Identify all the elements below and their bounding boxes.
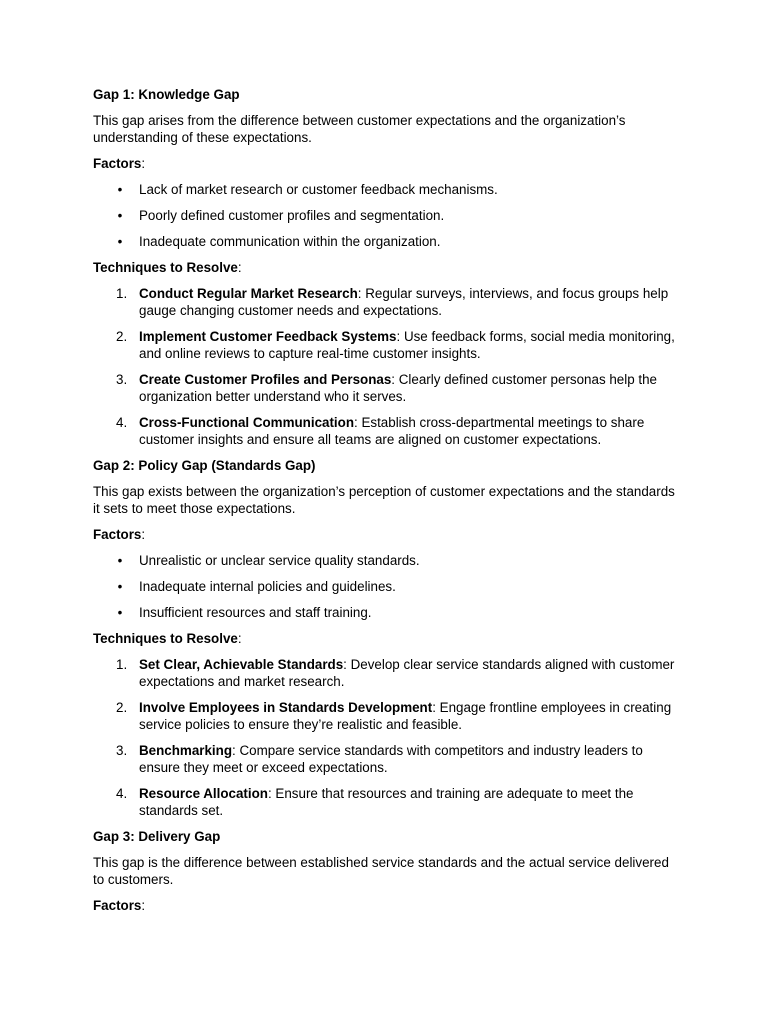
bullet-icon: • bbox=[117, 234, 123, 249]
factors-label bbox=[93, 526, 683, 543]
section-intro-paragraph: This gap is the difference between established service standards and the actual service delivered to customers. bbox=[93, 855, 669, 887]
label-colon: : bbox=[237, 631, 242, 646]
technique-list-item bbox=[93, 414, 683, 448]
technique-description: : Clearly defined customer personas help the organization better understand who it serves. bbox=[139, 372, 658, 404]
technique-title: Involve Employees in Standards Development bbox=[139, 700, 433, 715]
technique-description: : Compare service standards with competitors and industry leaders to ensure they meet or exceed expectations. bbox=[139, 743, 643, 775]
technique-title: Resource Allocation bbox=[139, 786, 268, 801]
technique-number: 4. bbox=[116, 786, 128, 801]
section-heading: Gap 2: Policy Gap (Standards Gap) bbox=[93, 458, 316, 473]
label-colon: : bbox=[141, 898, 146, 913]
technique-title: Implement Customer Feedback Systems bbox=[139, 329, 397, 344]
bullet-icon: • bbox=[117, 553, 123, 568]
section-intro-paragraph: This gap exists between the organization’s perception of customer expectations and the standards it sets to meet those expectations. bbox=[93, 484, 675, 516]
technique-number: 3. bbox=[116, 743, 128, 758]
technique-title: Cross-Functional Communication bbox=[139, 415, 355, 430]
technique-number: 2. bbox=[116, 700, 128, 715]
factors-list bbox=[93, 181, 683, 250]
technique-description: : Ensure that resources and training are adequate to meet the standards set. bbox=[139, 786, 634, 818]
technique-title: Benchmarking bbox=[139, 743, 233, 758]
factors-list bbox=[93, 552, 683, 621]
bullet-icon: • bbox=[117, 579, 123, 594]
technique-description: : Establish cross-departmental meetings to share customer insights and ensure all teams are aligned on customer expectations. bbox=[139, 415, 645, 447]
techniques-label bbox=[93, 259, 683, 276]
techniques-label-text: Techniques to Resolve bbox=[93, 631, 238, 646]
factors-label-text: Factors bbox=[93, 156, 142, 171]
label-colon: : bbox=[141, 527, 146, 542]
technique-description: : Develop clear service standards aligned with customer expectations and market research. bbox=[139, 657, 675, 689]
label-colon: : bbox=[237, 260, 242, 275]
factors-label-text: Factors bbox=[93, 898, 142, 913]
techniques-list bbox=[93, 656, 683, 819]
section-heading: Gap 3: Delivery Gap bbox=[93, 829, 221, 844]
technique-description: : Use feedback forms, social media monitoring, and online reviews to capture real-time customer insights. bbox=[139, 329, 675, 361]
techniques-list bbox=[93, 285, 683, 448]
factor-text: Unrealistic or unclear service quality standards. bbox=[139, 553, 420, 568]
factor-list-item bbox=[93, 181, 683, 198]
label-colon: : bbox=[141, 156, 146, 171]
factors-label bbox=[93, 155, 683, 172]
section-intro-paragraph: This gap arises from the difference between customer expectations and the organization’s understanding of these expectations. bbox=[93, 113, 626, 145]
factor-list-item bbox=[93, 552, 683, 569]
factor-text: Poorly defined customer profiles and segmentation. bbox=[139, 208, 445, 223]
factor-text: Inadequate internal policies and guidelines. bbox=[139, 579, 396, 594]
technique-list-item bbox=[93, 742, 683, 776]
techniques-label bbox=[93, 630, 683, 647]
technique-number: 2. bbox=[116, 329, 128, 344]
technique-description: : Engage frontline employees in creating service policies to ensure they’re realistic and feasible. bbox=[139, 700, 672, 732]
technique-number: 1. bbox=[116, 286, 128, 301]
technique-number: 3. bbox=[116, 372, 128, 387]
factors-label-text: Factors bbox=[93, 527, 142, 542]
technique-list-item bbox=[93, 328, 683, 362]
techniques-label-text: Techniques to Resolve bbox=[93, 260, 238, 275]
factor-list-item bbox=[93, 604, 683, 621]
factor-text: Inadequate communication within the organization. bbox=[139, 234, 441, 249]
bullet-icon: • bbox=[117, 605, 123, 620]
technique-list-item bbox=[93, 656, 683, 690]
technique-list-item bbox=[93, 699, 683, 733]
technique-number: 1. bbox=[116, 657, 128, 672]
technique-title: Conduct Regular Market Research bbox=[139, 286, 358, 301]
section-heading: Gap 1: Knowledge Gap bbox=[93, 87, 240, 102]
factor-list-item bbox=[93, 578, 683, 595]
document-body bbox=[93, 86, 683, 923]
bullet-icon: • bbox=[117, 182, 123, 197]
technique-list-item bbox=[93, 371, 683, 405]
technique-number: 4. bbox=[116, 415, 128, 430]
technique-list-item bbox=[93, 285, 683, 319]
technique-title: Create Customer Profiles and Personas bbox=[139, 372, 392, 387]
factor-list-item bbox=[93, 207, 683, 224]
technique-list-item bbox=[93, 785, 683, 819]
technique-title: Set Clear, Achievable Standards bbox=[139, 657, 344, 672]
factor-text: Insufficient resources and staff training. bbox=[139, 605, 372, 620]
bullet-icon: • bbox=[117, 208, 123, 223]
factors-label bbox=[93, 897, 683, 914]
technique-description: : Regular surveys, interviews, and focus groups help gauge changing customer needs and expectations. bbox=[139, 286, 669, 318]
factor-text: Lack of market research or customer feedback mechanisms. bbox=[139, 182, 498, 197]
factor-list-item bbox=[93, 233, 683, 250]
